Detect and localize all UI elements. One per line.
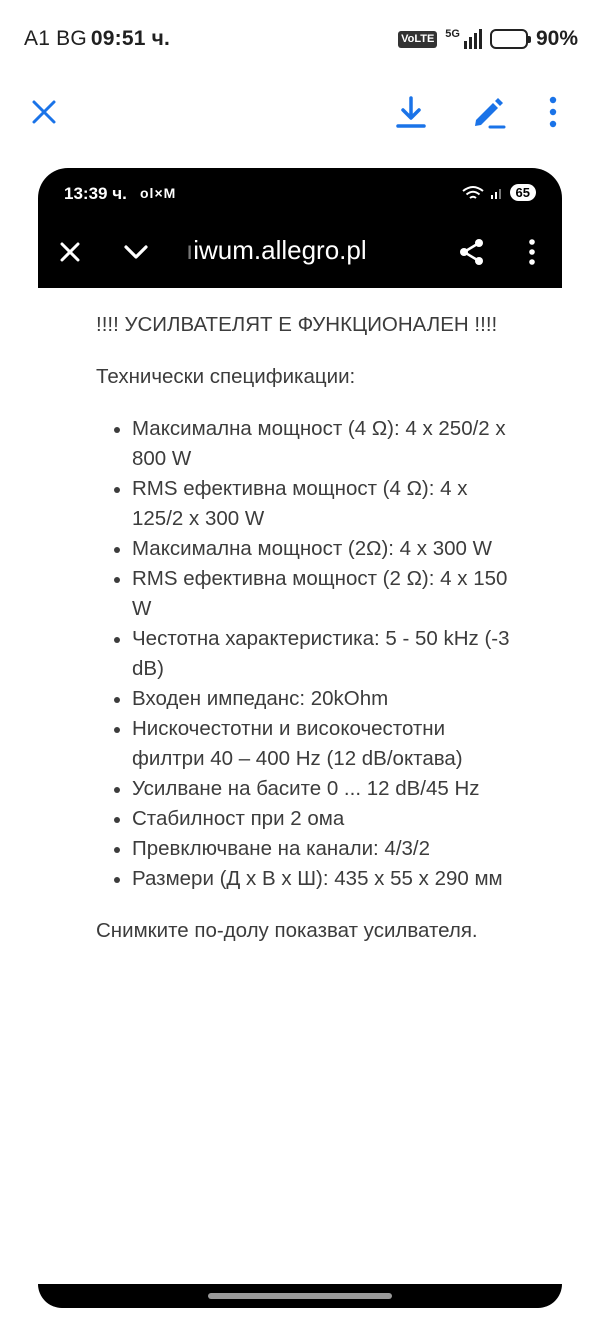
signal-icon: [490, 186, 504, 200]
more-vertical-icon: [548, 96, 558, 128]
volte-icon: VoLTE: [398, 31, 437, 48]
specs-list: [96, 414, 522, 894]
inner-battery-icon: 65: [510, 184, 536, 201]
inner-status-bar: [38, 168, 562, 216]
close-button[interactable]: [22, 90, 66, 134]
network-type-label: 5G: [445, 28, 460, 40]
battery-percentage: 90%: [535, 27, 578, 50]
spec-item: Входен импеданс: 20kOhm: [132, 684, 522, 714]
spec-item: RMS ефективна мощност (4 Ω): 4 x 125/2 x 300 W: [132, 474, 522, 534]
description-footer: Снимките по-долу показват усилвателя.: [96, 919, 478, 942]
chevron-down-icon: [123, 244, 149, 260]
inner-notification-icons: ol×M: [140, 185, 177, 201]
spec-item: Размери (Д x В x Ш): 435 x 55 x 290 мм: [132, 864, 522, 894]
download-button[interactable]: [389, 90, 433, 134]
url-text: iwum.allegro.pl: [193, 235, 367, 265]
close-icon: [59, 241, 81, 263]
viewer-toolbar: [0, 80, 600, 144]
edit-button[interactable]: [466, 90, 510, 134]
listing-description: [38, 288, 562, 968]
spec-item: Максимална мощност (4 Ω): 4 x 250/2 x 800 W: [132, 414, 522, 474]
spec-item: Максимална мощност (2Ω): 4 x 300 W: [132, 534, 522, 564]
clock: 09:51 ч.: [90, 27, 171, 50]
close-icon: [31, 99, 57, 125]
gesture-handle[interactable]: [208, 1293, 392, 1299]
browser-url[interactable]: [186, 235, 367, 266]
spec-item: Стабилност при 2 ома: [132, 804, 522, 834]
carrier-and-time: [24, 27, 170, 51]
share-icon: [458, 238, 486, 266]
specs-title: Технически спецификации:: [96, 365, 356, 388]
more-vertical-icon: [528, 239, 536, 265]
spec-item: Честотна характеристика: 5 - 50 kHz (-3 dB): [132, 624, 522, 684]
system-status-bar: [0, 0, 600, 78]
description-heading: !!!! УСИЛВАТЕЛЯТ Е ФУНКЦИОНАЛЕН !!!!: [96, 313, 498, 336]
browser-share-button[interactable]: [450, 230, 494, 274]
browser-collapse-button[interactable]: [114, 230, 158, 274]
more-options-button[interactable]: [531, 90, 575, 134]
spec-item: Превключване на канали: 4/3/2: [132, 834, 522, 864]
url-fade: ı: [186, 235, 194, 265]
download-icon: [394, 95, 428, 129]
status-icons: [398, 26, 578, 52]
spec-item: Усилване на басите 0 ... 12 dB/45 Hz: [132, 774, 522, 804]
wifi-icon: [462, 185, 484, 201]
spec-item: RMS ефективна мощност (2 Ω): 4 x 150 W: [132, 564, 522, 624]
browser-app-bar: [38, 216, 562, 288]
edit-pen-icon: [470, 94, 506, 130]
carrier-label: A1 BG: [24, 27, 87, 50]
screenshot-image: [38, 168, 562, 1308]
signal-5g-icon: [445, 29, 482, 49]
browser-close-button[interactable]: [48, 230, 92, 274]
browser-more-button[interactable]: [510, 230, 554, 274]
inner-status-icons: [462, 184, 536, 201]
inner-clock: 13:39 ч.: [64, 184, 127, 203]
battery-icon: [490, 29, 528, 49]
spec-item: Нискочестотни и високочестотни филтри 40 – 400 Hz (12 dB/октава): [132, 714, 522, 774]
